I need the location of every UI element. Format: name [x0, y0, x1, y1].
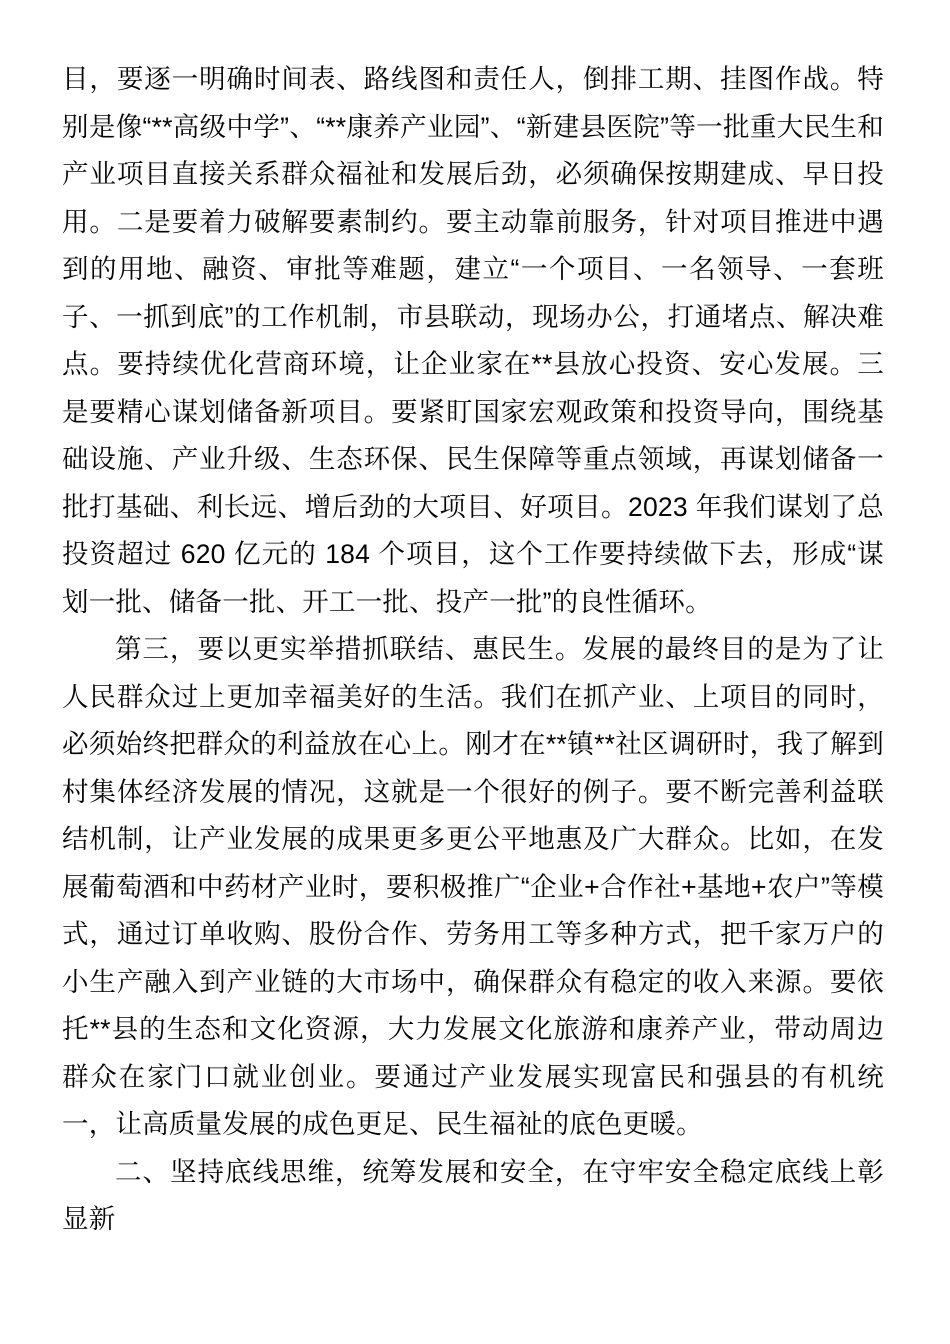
paragraph: 第三，要以更实举措抓联结、惠民生。发展的最终目的是为了让人民群众过上更加幸福美好的生活。我们在抓产业、上项目的同时，必须始终把群众的利益放在心上。刚才在**镇**社区调研时，我了解到村集体经济发展的情况，这就是一个很好的例子。要不断完善利益联结机制，让产业发展的成果更多更公平地惠及广大群众。比如，在发展葡萄酒和中药材产业时，要积极推广“企业+合作社+基地+农户”等模式，通过订单收购、股份合作、劳务用工等多种方式，把千家万户的小生产融入到产业链的大市场中，确保群众有稳定的收入来源。要依托**县的生态和文化资源，大力发展文化旅游和康养产业，带动周边群众在家门口就业创业。要通过产业发展实现富民和强县的有机统一，让高质量发展的成色更足、民生福祉的底色更暖。 [62, 634, 884, 1139]
paragraph: 二、坚持底线思维，统筹发展和安全，在守牢安全稳定底线上彰显新 [62, 1156, 884, 1234]
document-body [62, 56, 884, 1244]
paragraph: 目，要逐一明确时间表、路线图和责任人，倒排工期、挂图作战。特别是像“**高级中学”、“**康养产业园”、“新建县医院”等一批重大民生和产业项目直接关系群众福祉和发展后劲，必须确保按期建成、早日投用。二是要着力破解要素制约。要主动靠前服务，针对项目推进中遇到的用地、融资、审批等难题，建立“一个项目、一名领导、一套班子、一抓到底”的工作机制，市县联动，现场办公，打通堵点、解决难点。要持续优化营商环境，让企业家在**县放心投资、安心发展。三是要精心谋划储备新项目。要紧盯国家宏观政策和投资导向，围绕基础设施、产业升级、生态环保、民生保障等重点领域，再谋划储备一批打基础、利长远、增后劲的大项目、好项目。2023 年我们谋划了总投资超过 620 亿元的 184 个项目，这个工作要持续做下去，形成“谋划一批、储备一批、开工一批、投产一批”的良性循环。 [62, 64, 884, 617]
